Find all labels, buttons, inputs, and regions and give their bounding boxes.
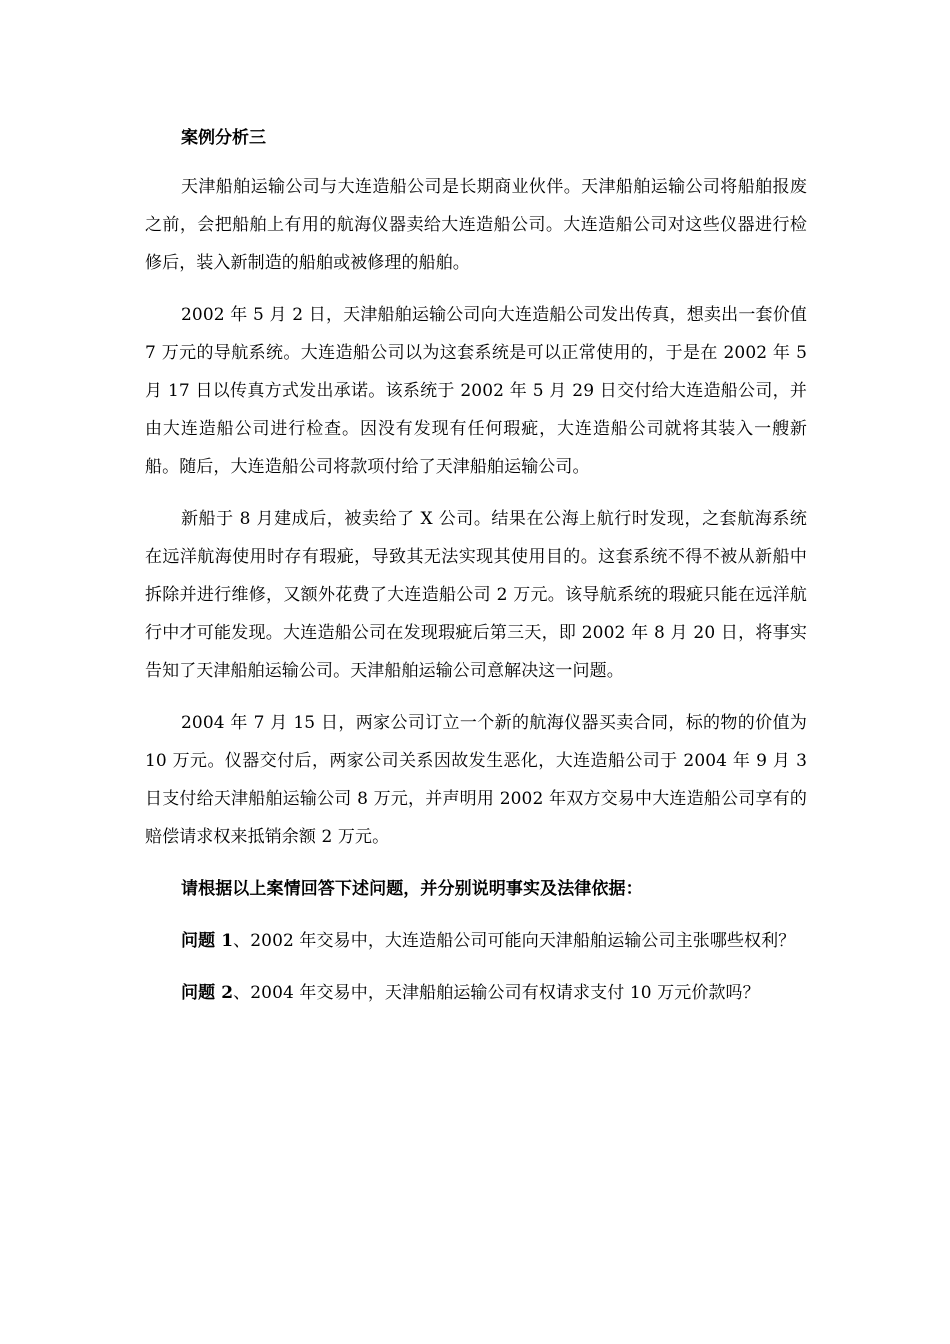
paragraph-defect-discovery: 新船于 8 月建成后，被卖给了 X 公司。结果在公海上航行时发现，之套航海系统在远洋航海使用时存有瑕疵，导致其无法实现其使用目的。这套系统不得不被从新船中拆除并进行维修，又额外花费了大连造船公司 2 万元。该导航系统的瑕疵只能在远洋航行中才可能发现。大连造船公司在发现瑕疵后第三天，即 2002 年 8 月 20 日，将事实告知了天津船舶运输公司。天津船舶运输公司意解决这一问题。 bbox=[145, 509, 807, 681]
question-2-label: 问题 2 bbox=[181, 983, 234, 1003]
paragraph-2002-transaction: 2002 年 5 月 2 日，天津船舶运输公司向大连造船公司发出传真，想卖出一套价值 7 万元的导航系统。大连造船公司以为这套系统是可以正常使用的，于是在 2002 年 5 月 17 日以传真方式发出承诺。该系统于 2002 年 5 月 29 日交付给大连造船公司，并由大连造船公司进行检查。因没有发现有任何瑕疵，大连造船公司就将其装入一艘新船。随后，大连造船公司将款项付给了天津船舶运输公司。 bbox=[145, 305, 807, 477]
page-title: 案例分析三 bbox=[181, 128, 266, 148]
question-1-label: 问题 1 bbox=[181, 931, 234, 951]
document-page bbox=[145, 122, 807, 1026]
paragraph-2004-transaction: 2004 年 7 月 15 日，两家公司订立一个新的航海仪器买卖合同，标的物的价值为 10 万元。仪器交付后，两家公司关系因故发生恶化，大连造船公司于 2004 年 9 月 3 日支付给天津船舶运输公司 8 万元，并声明用 2002 年双方交易中大连造船公司享有的赔偿请求权来抵销余额 2 万元。 bbox=[145, 713, 807, 847]
question-prompt: 请根据以上案情回答下述问题，并分别说明事实及法律依据： bbox=[181, 879, 643, 899]
question-1-text: 、2002 年交易中，大连造船公司可能向天津船舶运输公司主张哪些权利？ bbox=[233, 931, 796, 951]
question-2-text: 、2004 年交易中，天津船舶运输公司有权请求支付 10 万元价款吗？ bbox=[233, 983, 760, 1003]
question-1 bbox=[145, 922, 807, 960]
paragraph-intro: 天津船舶运输公司与大连造船公司是长期商业伙伴。天津船舶运输公司将船舶报废之前，会把船舶上有用的航海仪器卖给大连造船公司。大连造船公司对这些仪器进行检修后，装入新制造的船舶或被修理的船舶。 bbox=[145, 177, 807, 273]
question-2 bbox=[145, 974, 807, 1012]
